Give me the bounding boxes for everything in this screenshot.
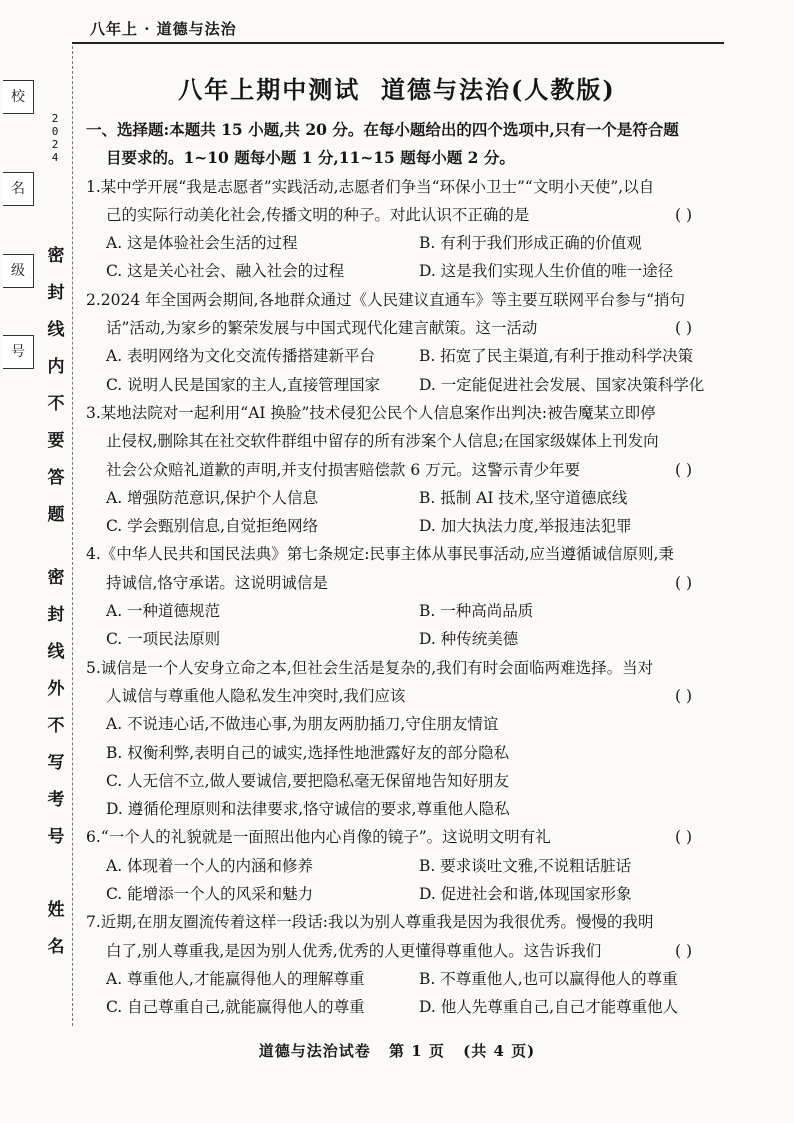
option-b: B. 权衡利弊,表明自己的诚实,选择性地泄露好友的部分隐私	[106, 743, 510, 762]
header-rule	[72, 42, 724, 44]
answer-bracket: ( )	[674, 686, 692, 705]
question-5	[86, 654, 712, 824]
class-field-label: 级	[3, 254, 34, 288]
question-text: 持诚信,恪守承诺。这说明诚信是	[106, 573, 328, 592]
seal-char: 不	[47, 716, 65, 736]
option-d: D. 他人先尊重自己,自己才能尊重他人	[419, 998, 679, 1017]
question-text: 白了,别人尊重我,是因为别人优秀,优秀的人更懂得尊重他人。这告诉我们	[106, 941, 602, 960]
seal-char: 封	[47, 605, 65, 625]
question-text: 3.某地法院对一起利用“AI 换脸”技术侵犯公民个人信息案作出判决:被告魔某立即停	[86, 403, 656, 422]
answer-bracket: ( )	[674, 205, 692, 224]
option-c: C. 这是关心社会、融入社会的过程	[106, 262, 345, 281]
option-a: A. 尊重他人,才能赢得他人的理解尊重	[106, 969, 365, 988]
name-char: 名	[47, 937, 65, 957]
question-text: 7.近期,在朋友圈流传着这样一段话:我以为别人尊重我是因为我很优秀。慢慢的我明	[86, 913, 654, 932]
question-4	[86, 540, 712, 653]
name-field-label: 名	[3, 172, 34, 206]
seal-char: 不	[47, 394, 65, 414]
answer-bracket: ( )	[674, 941, 692, 960]
page-footer	[0, 1040, 794, 1061]
footer-subject: 道德与法治试卷	[258, 1042, 371, 1060]
option-b: B. 一种高尚品质	[419, 602, 534, 621]
question-1	[86, 173, 712, 286]
question-text: 6.“一个人的礼貌就是一面照出他内心肖像的镜子”。这说明文明有礼	[86, 828, 551, 847]
seal-char: 答	[47, 468, 65, 488]
binding-margin-line	[72, 46, 73, 1026]
option-b: B. 抵制 AI 技术,坚守道德底线	[419, 488, 628, 507]
option-d: D. 这是我们实现人生价值的唯一途径	[419, 262, 674, 281]
seal-char: 内	[47, 357, 65, 377]
option-c: C. 学会甄别信息,自觉拒绝网络	[106, 517, 319, 536]
option-b: B. 不尊重他人,也可以赢得他人的尊重	[419, 969, 678, 988]
option-a: A. 增强防范意识,保护个人信息	[106, 488, 318, 507]
question-7	[86, 908, 712, 1021]
answer-bracket: ( )	[674, 573, 692, 592]
seal-char: 线	[47, 642, 65, 662]
option-c: C. 自己尊重自己,就能赢得他人的尊重	[106, 998, 365, 1017]
section-instruction-line-1: 一、选择题:本题共 15 小题,共 20 分。在每小题给出的四个选项中,只有一个是符合题	[86, 120, 679, 139]
question-text: 社会公众赔礼道歉的声明,并支付损害赔偿款 6 万元。这警示青少年要	[106, 460, 581, 479]
option-d: D. 一定能促进社会发展、国家决策科学化	[419, 375, 705, 394]
number-field-label: 号	[3, 335, 34, 369]
option-d: D. 种传统美德	[419, 630, 519, 649]
seal-char: 要	[47, 431, 65, 451]
seal-char: 题	[47, 505, 65, 525]
question-text: 止侵权,删除其在社交软件群组中留存的所有涉案个人信息;在国家级媒体上刊发向	[106, 432, 659, 451]
option-a: A. 一种道德规范	[106, 602, 221, 621]
running-header: 八年上 · 道德与法治	[90, 20, 237, 38]
option-d: D. 促进社会和谐,体现国家形象	[419, 885, 632, 904]
seal-char: 密	[47, 246, 65, 266]
seal-char: 考	[47, 790, 65, 810]
exam-title: 八年上期中测试 道德与法治(人教版)	[178, 75, 616, 104]
school-field-label: 校	[3, 80, 34, 114]
name-vertical	[46, 892, 66, 966]
answer-bracket: ( )	[674, 319, 692, 338]
year-vertical	[49, 112, 61, 164]
seal-char: 密	[47, 568, 65, 588]
seal-char: 线	[47, 320, 65, 340]
option-a: A. 表明网络为文化交流传播搭建新平台	[106, 347, 376, 366]
question-2	[86, 286, 712, 399]
exam-content	[86, 116, 712, 1022]
option-b: B. 拓宽了民主渠道,有利于推动科学决策	[419, 347, 694, 366]
option-a: A. 体现着一个人的内涵和修养	[106, 856, 314, 875]
question-6	[86, 823, 712, 908]
seal-notice-outer	[46, 560, 66, 856]
footer-total-pages: (共 4 页)	[463, 1042, 536, 1060]
option-d: D. 遵循伦理原则和法律要求,恪守诚信的要求,尊重他人隐私	[106, 800, 510, 819]
year-text: 2024	[51, 112, 59, 164]
seal-char: 封	[47, 283, 65, 303]
seal-char: 外	[47, 679, 65, 699]
question-text: 5.诚信是一个人安身立命之本,但社会生活是复杂的,我们有时会面临两难选择。当对	[86, 658, 654, 677]
question-text: 人诚信与尊重他人隐私发生冲突时,我们应该	[106, 686, 406, 705]
question-text: 1.某中学开展“我是志愿者”实践活动,志愿者们争当“环保小卫士”“文明小天使”,以自	[86, 177, 655, 196]
question-text: 话”活动,为家乡的繁荣发展与中国式现代化建言献策。这一活动	[106, 319, 538, 338]
answer-bracket: ( )	[674, 828, 692, 847]
seal-char: 号	[47, 827, 65, 847]
option-c: C. 人无信不立,做人要诚信,要把隐私毫无保留地告知好朋友	[106, 771, 510, 790]
option-a: A. 不说违心话,不做违心事,为朋友两肋插刀,守住朋友情谊	[106, 715, 499, 734]
footer-page-number: 第 1 页	[389, 1042, 445, 1060]
question-3	[86, 399, 712, 540]
seal-notice-inner	[46, 238, 66, 534]
answer-bracket: ( )	[674, 460, 692, 479]
question-text: 己的实际行动美化社会,传播文明的种子。对此认识不正确的是	[106, 205, 530, 224]
option-c: C. 能增添一个人的风采和魅力	[106, 885, 314, 904]
option-c: C. 说明人民是国家的主人,直接管理国家	[106, 375, 381, 394]
section-instruction-line-2: 目要求的。1~10 题每小题 1 分,11~15 题每小题 2 分。	[106, 148, 515, 168]
question-text: 2.2024 年全国两会期间,各地群众通过《人民建议直通车》等主要互联网平台参与“捎句	[86, 290, 686, 309]
option-d: D. 加大执法力度,举报违法犯罪	[419, 517, 632, 536]
name-char: 姓	[47, 900, 65, 920]
option-c: C. 一项民法原则	[106, 630, 221, 649]
option-a: A. 这是体验社会生活的过程	[106, 234, 298, 253]
question-text: 4.《中华人民共和国民法典》第七条规定:民事主体从事民事活动,应当遵循诚信原则,秉	[86, 545, 674, 564]
option-b: B. 有利于我们形成正确的价值观	[419, 234, 642, 253]
seal-char: 写	[47, 753, 65, 773]
option-b: B. 要求谈吐文雅,不说粗话脏话	[419, 856, 632, 875]
